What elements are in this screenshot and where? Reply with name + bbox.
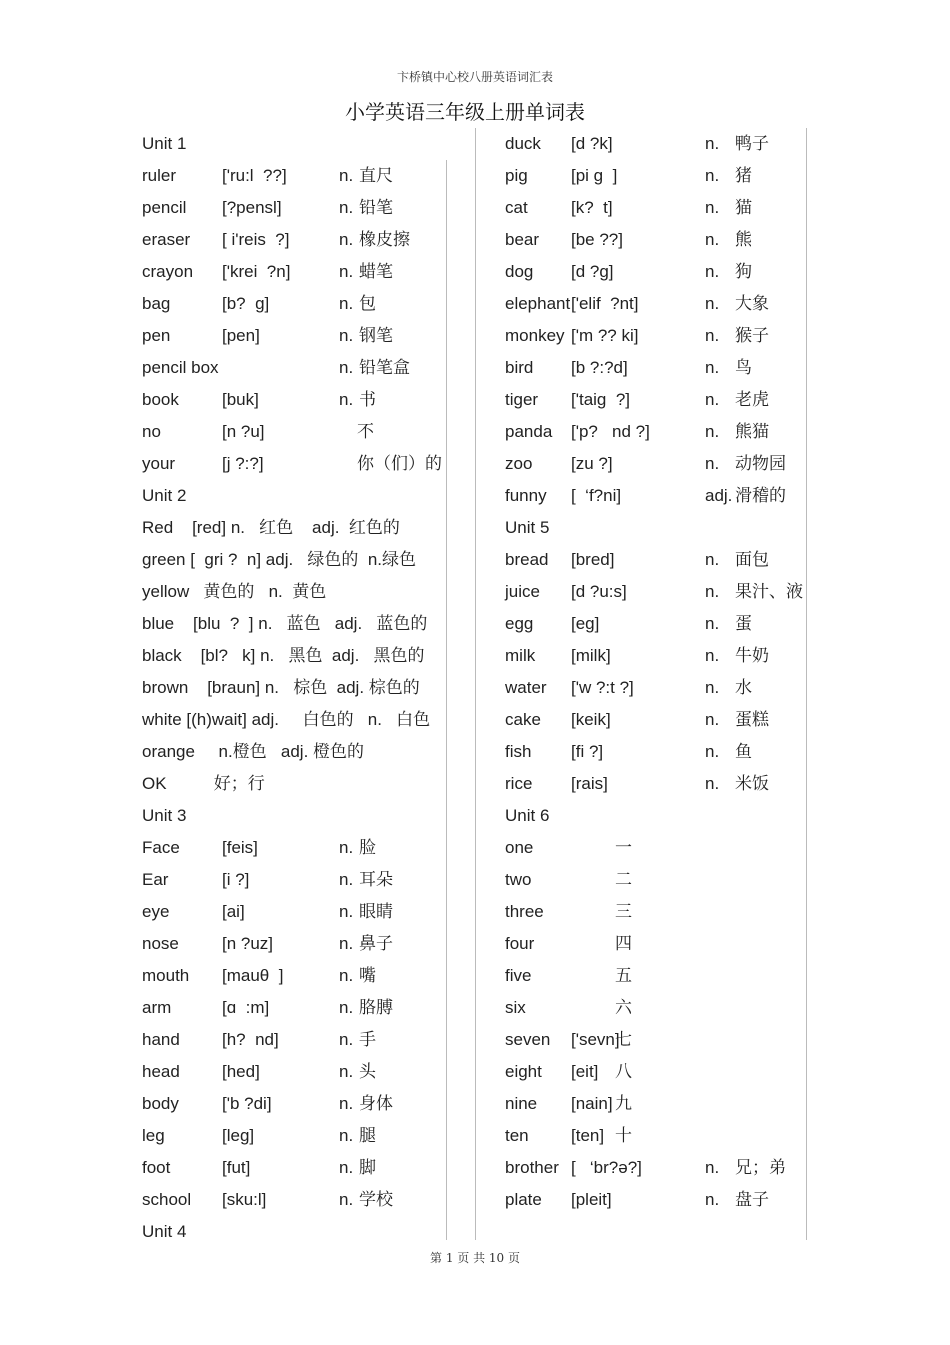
english-word: plate xyxy=(505,1190,542,1209)
part-of-speech: n. xyxy=(705,1158,720,1177)
chinese-meaning: 三 xyxy=(615,902,632,921)
english-word: no xyxy=(142,422,161,441)
english-word: ruler xyxy=(142,166,177,185)
vocab-row xyxy=(505,992,805,1024)
phonetic: [eit] xyxy=(571,1062,599,1081)
english-word: leg xyxy=(142,1126,165,1145)
column-divider-right xyxy=(806,128,807,1240)
english-word: monkey xyxy=(505,326,565,345)
chinese-meaning: 头 xyxy=(359,1062,376,1081)
phonetic: [leg] xyxy=(222,1126,255,1145)
page-header: 卞桥镇中心校八册英语词汇表 xyxy=(396,70,553,84)
vocab-row xyxy=(505,1088,805,1120)
english-word: zoo xyxy=(505,454,533,473)
part-of-speech: n. xyxy=(339,934,354,953)
part-of-speech: n. xyxy=(339,166,354,185)
vocab-row xyxy=(505,960,805,992)
column-divider-center xyxy=(475,128,476,1240)
english-word: nose xyxy=(142,934,179,953)
vocab-row xyxy=(142,448,442,480)
chinese-meaning: 果汁、液 xyxy=(735,582,803,601)
chinese-meaning: 橡皮擦 xyxy=(359,230,410,249)
phonetic: [fi ?] xyxy=(571,742,604,761)
phonetic: [zu ?] xyxy=(571,454,613,473)
chinese-meaning: 水 xyxy=(735,678,752,697)
chinese-meaning: 米饭 xyxy=(735,774,769,793)
english-word: milk xyxy=(505,646,536,665)
english-word: ten xyxy=(505,1126,529,1145)
column-divider-left-inner xyxy=(446,160,447,1240)
phonetic: [eg] xyxy=(571,614,600,633)
vocab-row xyxy=(142,384,442,416)
vocab-row xyxy=(142,320,442,352)
part-of-speech: n. xyxy=(705,230,720,249)
vocab-row xyxy=(505,160,805,192)
phonetic: ['m ?? ki] xyxy=(571,326,639,345)
vocab-row xyxy=(142,1024,442,1056)
vocab-line: OK 好；行 xyxy=(142,774,265,793)
phonetic: ['b ?di] xyxy=(222,1094,272,1113)
part-of-speech: n. xyxy=(339,838,354,857)
part-of-speech: n. xyxy=(339,870,354,889)
part-of-speech: n. xyxy=(339,1126,354,1145)
vocab-row xyxy=(142,992,442,1024)
english-word: five xyxy=(505,966,532,985)
chinese-meaning: 铅笔盒 xyxy=(359,358,410,377)
chinese-meaning: 学校 xyxy=(359,1190,393,1209)
vocab-row xyxy=(142,416,442,448)
part-of-speech: n. xyxy=(339,294,354,313)
chinese-meaning: 嘴 xyxy=(359,966,376,985)
english-word: cat xyxy=(505,198,528,217)
phonetic: [d ?k] xyxy=(571,134,613,153)
part-of-speech: n. xyxy=(339,1030,354,1049)
english-word: hand xyxy=(142,1030,180,1049)
part-of-speech: n. xyxy=(339,198,354,217)
english-word: panda xyxy=(505,422,553,441)
chinese-meaning: 钢笔 xyxy=(359,326,393,345)
part-of-speech: n. xyxy=(339,1094,354,1113)
vocab-row xyxy=(142,1184,442,1216)
part-of-speech: n. xyxy=(339,230,354,249)
chinese-meaning: 六 xyxy=(615,998,632,1017)
vocab-line: green [ ɡri ? n] adj. 绿色的 n.绿色 xyxy=(142,550,416,569)
vocab-row xyxy=(505,928,805,960)
phonetic: ['p? nd ?] xyxy=(571,422,650,441)
chinese-meaning: 大象 xyxy=(735,294,769,313)
vocab-row xyxy=(505,192,805,224)
vocab-row xyxy=(142,928,442,960)
vocab-line: orange n.橙色 adj. 橙色的 xyxy=(142,742,365,761)
english-word: rice xyxy=(505,774,533,793)
vocab-row xyxy=(142,160,442,192)
chinese-meaning: 身体 xyxy=(359,1094,393,1113)
part-of-speech: n. xyxy=(705,774,720,793)
english-word: bag xyxy=(142,294,171,313)
english-word: juice xyxy=(505,582,540,601)
english-word: pig xyxy=(505,166,528,185)
english-word: four xyxy=(505,934,535,953)
vocab-row xyxy=(505,1152,805,1184)
phonetic: [b? g] xyxy=(222,294,270,313)
phonetic: [i ?] xyxy=(222,870,250,889)
chinese-meaning: 动物园 xyxy=(735,454,786,473)
chinese-meaning: 盘子 xyxy=(735,1190,769,1209)
part-of-speech: n. xyxy=(705,390,720,409)
chinese-meaning: 二 xyxy=(615,870,632,889)
part-of-speech: n. xyxy=(339,1190,354,1209)
phonetic: [h? nd] xyxy=(222,1030,279,1049)
vocab-row xyxy=(505,896,805,928)
part-of-speech: n. xyxy=(705,358,720,377)
phonetic: [d ?u:s] xyxy=(571,582,627,601)
vocab-row xyxy=(505,864,805,896)
chinese-meaning: 脚 xyxy=(359,1158,376,1177)
english-word: eye xyxy=(142,902,170,921)
vocab-row xyxy=(505,384,805,416)
english-word: bread xyxy=(505,550,549,569)
vocab-row xyxy=(142,832,442,864)
vocab-row xyxy=(505,672,805,704)
phonetic: [fut] xyxy=(222,1158,251,1177)
vocab-row xyxy=(505,608,805,640)
chinese-meaning: 不 xyxy=(357,422,374,441)
chinese-meaning: 熊猫 xyxy=(735,422,769,441)
phonetic: [pleit] xyxy=(571,1190,612,1209)
english-word: seven xyxy=(505,1030,551,1049)
phonetic: [pen] xyxy=(222,326,260,345)
chinese-meaning: 老虎 xyxy=(735,390,769,409)
vocab-row xyxy=(505,352,805,384)
chinese-meaning: 一 xyxy=(615,838,632,857)
phonetic: [n ?uz] xyxy=(222,934,274,953)
chinese-meaning: 胳膊 xyxy=(359,998,393,1017)
part-of-speech: n. xyxy=(339,262,354,281)
english-word: pencil xyxy=(142,198,187,217)
english-word: foot xyxy=(142,1158,171,1177)
english-word: cake xyxy=(505,710,541,729)
part-of-speech: adj. xyxy=(705,486,733,505)
phonetic: [nain] xyxy=(571,1094,613,1113)
unit-heading: Unit 4 xyxy=(142,1222,187,1241)
chinese-meaning: 十 xyxy=(615,1126,632,1145)
vocab-row xyxy=(505,416,805,448)
chinese-meaning: 猴子 xyxy=(735,326,769,345)
english-word: egg xyxy=(505,614,534,633)
english-word: pen xyxy=(142,326,171,345)
phonetic: [pi ɡ ] xyxy=(571,166,618,185)
part-of-speech: n. xyxy=(339,358,354,377)
english-word: eraser xyxy=(142,230,191,249)
vocab-row xyxy=(142,896,442,928)
part-of-speech: n. xyxy=(705,326,720,345)
vocab-row xyxy=(505,736,805,768)
phonetic: [milk] xyxy=(571,646,611,665)
vocab-row xyxy=(505,768,805,800)
phonetic: [b ?:?d] xyxy=(571,358,628,377)
part-of-speech: n. xyxy=(705,422,720,441)
vocab-row xyxy=(142,192,442,224)
english-word: two xyxy=(505,870,532,889)
vocab-row xyxy=(505,448,805,480)
vocab-row xyxy=(142,960,442,992)
chinese-meaning: 猫 xyxy=(735,198,752,217)
unit-heading: Unit 5 xyxy=(505,518,550,537)
vocab-row xyxy=(505,1120,805,1152)
part-of-speech: n. xyxy=(339,902,354,921)
part-of-speech: n. xyxy=(339,390,354,409)
vocab-row xyxy=(505,704,805,736)
chinese-meaning: 蛋糕 xyxy=(735,710,769,729)
english-word: eight xyxy=(505,1062,542,1081)
phonetic: ['elif ?nt] xyxy=(571,294,639,313)
chinese-meaning: 五 xyxy=(615,966,632,985)
part-of-speech: n. xyxy=(705,166,720,185)
phonetic: [ten] xyxy=(571,1126,605,1145)
vocab-row xyxy=(505,1184,805,1216)
vocab-row xyxy=(505,832,805,864)
chinese-meaning: 滑稽的 xyxy=(735,486,786,505)
vocab-row xyxy=(505,256,805,288)
phonetic: [ ‘br?ə?] xyxy=(571,1158,642,1177)
part-of-speech: n. xyxy=(705,710,720,729)
chinese-meaning: 熊 xyxy=(735,230,752,249)
phonetic: ['ru:l ??] xyxy=(222,166,287,185)
english-word: dog xyxy=(505,262,534,281)
chinese-meaning: 鸟 xyxy=(735,358,752,377)
chinese-meaning: 直尺 xyxy=(359,166,393,185)
english-word: book xyxy=(142,390,179,409)
chinese-meaning: 你（们）的 xyxy=(357,454,442,473)
vocab-row xyxy=(505,320,805,352)
phonetic: [keik] xyxy=(571,710,611,729)
english-word: pencil box xyxy=(142,358,219,377)
chinese-meaning: 手 xyxy=(359,1030,376,1049)
phonetic: ['krei ?n] xyxy=(222,262,291,281)
english-word: body xyxy=(142,1094,179,1113)
chinese-meaning: 七 xyxy=(615,1030,632,1049)
phonetic: [ai] xyxy=(222,902,245,921)
phonetic: [ɑ :m] xyxy=(222,998,270,1017)
vocab-row xyxy=(505,128,805,160)
vocab-line: Red [red] n. 红色 adj. 红色的 xyxy=(142,518,400,537)
phonetic: [k? t] xyxy=(571,198,613,217)
english-word: funny xyxy=(505,486,547,505)
part-of-speech: n. xyxy=(339,1158,354,1177)
english-word: arm xyxy=(142,998,172,1017)
vocab-row xyxy=(505,544,805,576)
english-word: Face xyxy=(142,838,180,857)
phonetic: [d ?g] xyxy=(571,262,614,281)
english-word: your xyxy=(142,454,176,473)
vocab-line: white [(h)wait] adj. 白色的 n. 白色 xyxy=(142,710,431,729)
phonetic: [mauθ ] xyxy=(222,966,284,985)
vocab-row xyxy=(142,1152,442,1184)
part-of-speech: n. xyxy=(705,582,720,601)
phonetic: [ ‘f?ni] xyxy=(571,486,622,505)
phonetic: ['sevn] xyxy=(571,1030,620,1049)
chinese-meaning: 牛奶 xyxy=(735,646,769,665)
phonetic: [hed] xyxy=(222,1062,260,1081)
part-of-speech: n. xyxy=(705,198,720,217)
english-word: Ear xyxy=(142,870,169,889)
vocab-row xyxy=(505,288,805,320)
english-word: one xyxy=(505,838,534,857)
chinese-meaning: 兄；弟 xyxy=(735,1158,786,1177)
vocab-row xyxy=(505,480,805,512)
chinese-meaning: 眼睛 xyxy=(359,902,393,921)
english-word: six xyxy=(505,998,526,1017)
chinese-meaning: 腿 xyxy=(359,1126,376,1145)
chinese-meaning: 猪 xyxy=(735,166,752,185)
chinese-meaning: 鼻子 xyxy=(359,934,393,953)
part-of-speech: n. xyxy=(705,742,720,761)
english-word: crayon xyxy=(142,262,194,281)
vocab-row xyxy=(142,864,442,896)
phonetic: [ i'reis ?] xyxy=(222,230,290,249)
phonetic: [rais] xyxy=(571,774,608,793)
chinese-meaning: 四 xyxy=(615,934,632,953)
vocab-row xyxy=(505,1056,805,1088)
chinese-meaning: 包 xyxy=(359,294,376,313)
chinese-meaning: 蛋 xyxy=(735,614,752,633)
chinese-meaning: 八 xyxy=(615,1062,632,1081)
vocab-row xyxy=(505,576,805,608)
phonetic: [n ?u] xyxy=(222,422,265,441)
english-word: nine xyxy=(505,1094,538,1113)
part-of-speech: n. xyxy=(339,1062,354,1081)
english-word: bird xyxy=(505,358,534,377)
chinese-meaning: 鱼 xyxy=(735,742,752,761)
vocab-row xyxy=(142,288,442,320)
phonetic: [buk] xyxy=(222,390,259,409)
english-word: school xyxy=(142,1190,192,1209)
vocab-line: blue [blu ? ] n. 蓝色 adj. 蓝色的 xyxy=(142,614,428,633)
vocab-line: yellow 黄色的 n. 黄色 xyxy=(142,582,327,601)
page-title: 小学英语三年级上册单词表 xyxy=(345,100,585,124)
vocab-row xyxy=(142,1056,442,1088)
part-of-speech: n. xyxy=(705,1190,720,1209)
phonetic: [be ??] xyxy=(571,230,623,249)
english-word: bear xyxy=(505,230,540,249)
unit-heading: Unit 1 xyxy=(142,134,187,153)
chinese-meaning: 狗 xyxy=(735,262,752,281)
unit-heading: Unit 3 xyxy=(142,806,187,825)
phonetic: ['taig ?] xyxy=(571,390,631,409)
page-footer: 第 1 页 共 10 页 xyxy=(430,1251,520,1265)
part-of-speech: n. xyxy=(705,550,720,569)
vocab-row xyxy=(142,352,442,384)
part-of-speech: n. xyxy=(339,998,354,1017)
english-word: brother xyxy=(505,1158,559,1177)
vocab-line: black [bl? k] n. 黑色 adj. 黑色的 xyxy=(142,646,425,665)
part-of-speech: n. xyxy=(705,614,720,633)
english-word: three xyxy=(505,902,544,921)
vocab-row xyxy=(505,224,805,256)
english-word: mouth xyxy=(142,966,190,985)
vocab-line: brown [braun] n. 棕色 adj. 棕色的 xyxy=(142,678,420,697)
part-of-speech: n. xyxy=(705,646,720,665)
unit-heading: Unit 2 xyxy=(142,486,187,505)
english-word: water xyxy=(505,678,547,697)
part-of-speech: n. xyxy=(705,134,720,153)
english-word: duck xyxy=(505,134,541,153)
chinese-meaning: 面包 xyxy=(735,550,769,569)
chinese-meaning: 鸭子 xyxy=(735,134,769,153)
part-of-speech: n. xyxy=(705,678,720,697)
phonetic: [sku:l] xyxy=(222,1190,267,1209)
vocab-row xyxy=(142,1120,442,1152)
part-of-speech: n. xyxy=(705,454,720,473)
vocab-row xyxy=(505,640,805,672)
phonetic: [?pensl] xyxy=(222,198,282,217)
unit-heading: Unit 6 xyxy=(505,806,550,825)
part-of-speech: n. xyxy=(705,294,720,313)
english-word: elephant xyxy=(505,294,571,313)
chinese-meaning: 书 xyxy=(359,390,376,409)
english-word: head xyxy=(142,1062,180,1081)
phonetic: [feis] xyxy=(222,838,258,857)
chinese-meaning: 铅笔 xyxy=(359,198,393,217)
vocab-row xyxy=(142,224,442,256)
chinese-meaning: 九 xyxy=(615,1094,632,1113)
phonetic: ['w ?:t ?] xyxy=(571,678,634,697)
part-of-speech: n. xyxy=(339,326,354,345)
part-of-speech: n. xyxy=(339,966,354,985)
chinese-meaning: 蜡笔 xyxy=(359,262,393,281)
vocab-row xyxy=(505,1024,805,1056)
english-word: fish xyxy=(505,742,532,761)
vocab-row xyxy=(142,256,442,288)
part-of-speech: n. xyxy=(705,262,720,281)
chinese-meaning: 耳朵 xyxy=(359,870,393,889)
phonetic: [bred] xyxy=(571,550,615,569)
vocab-row xyxy=(142,1088,442,1120)
chinese-meaning: 脸 xyxy=(359,838,376,857)
english-word: tiger xyxy=(505,390,539,409)
phonetic: [j ?:?] xyxy=(222,454,264,473)
